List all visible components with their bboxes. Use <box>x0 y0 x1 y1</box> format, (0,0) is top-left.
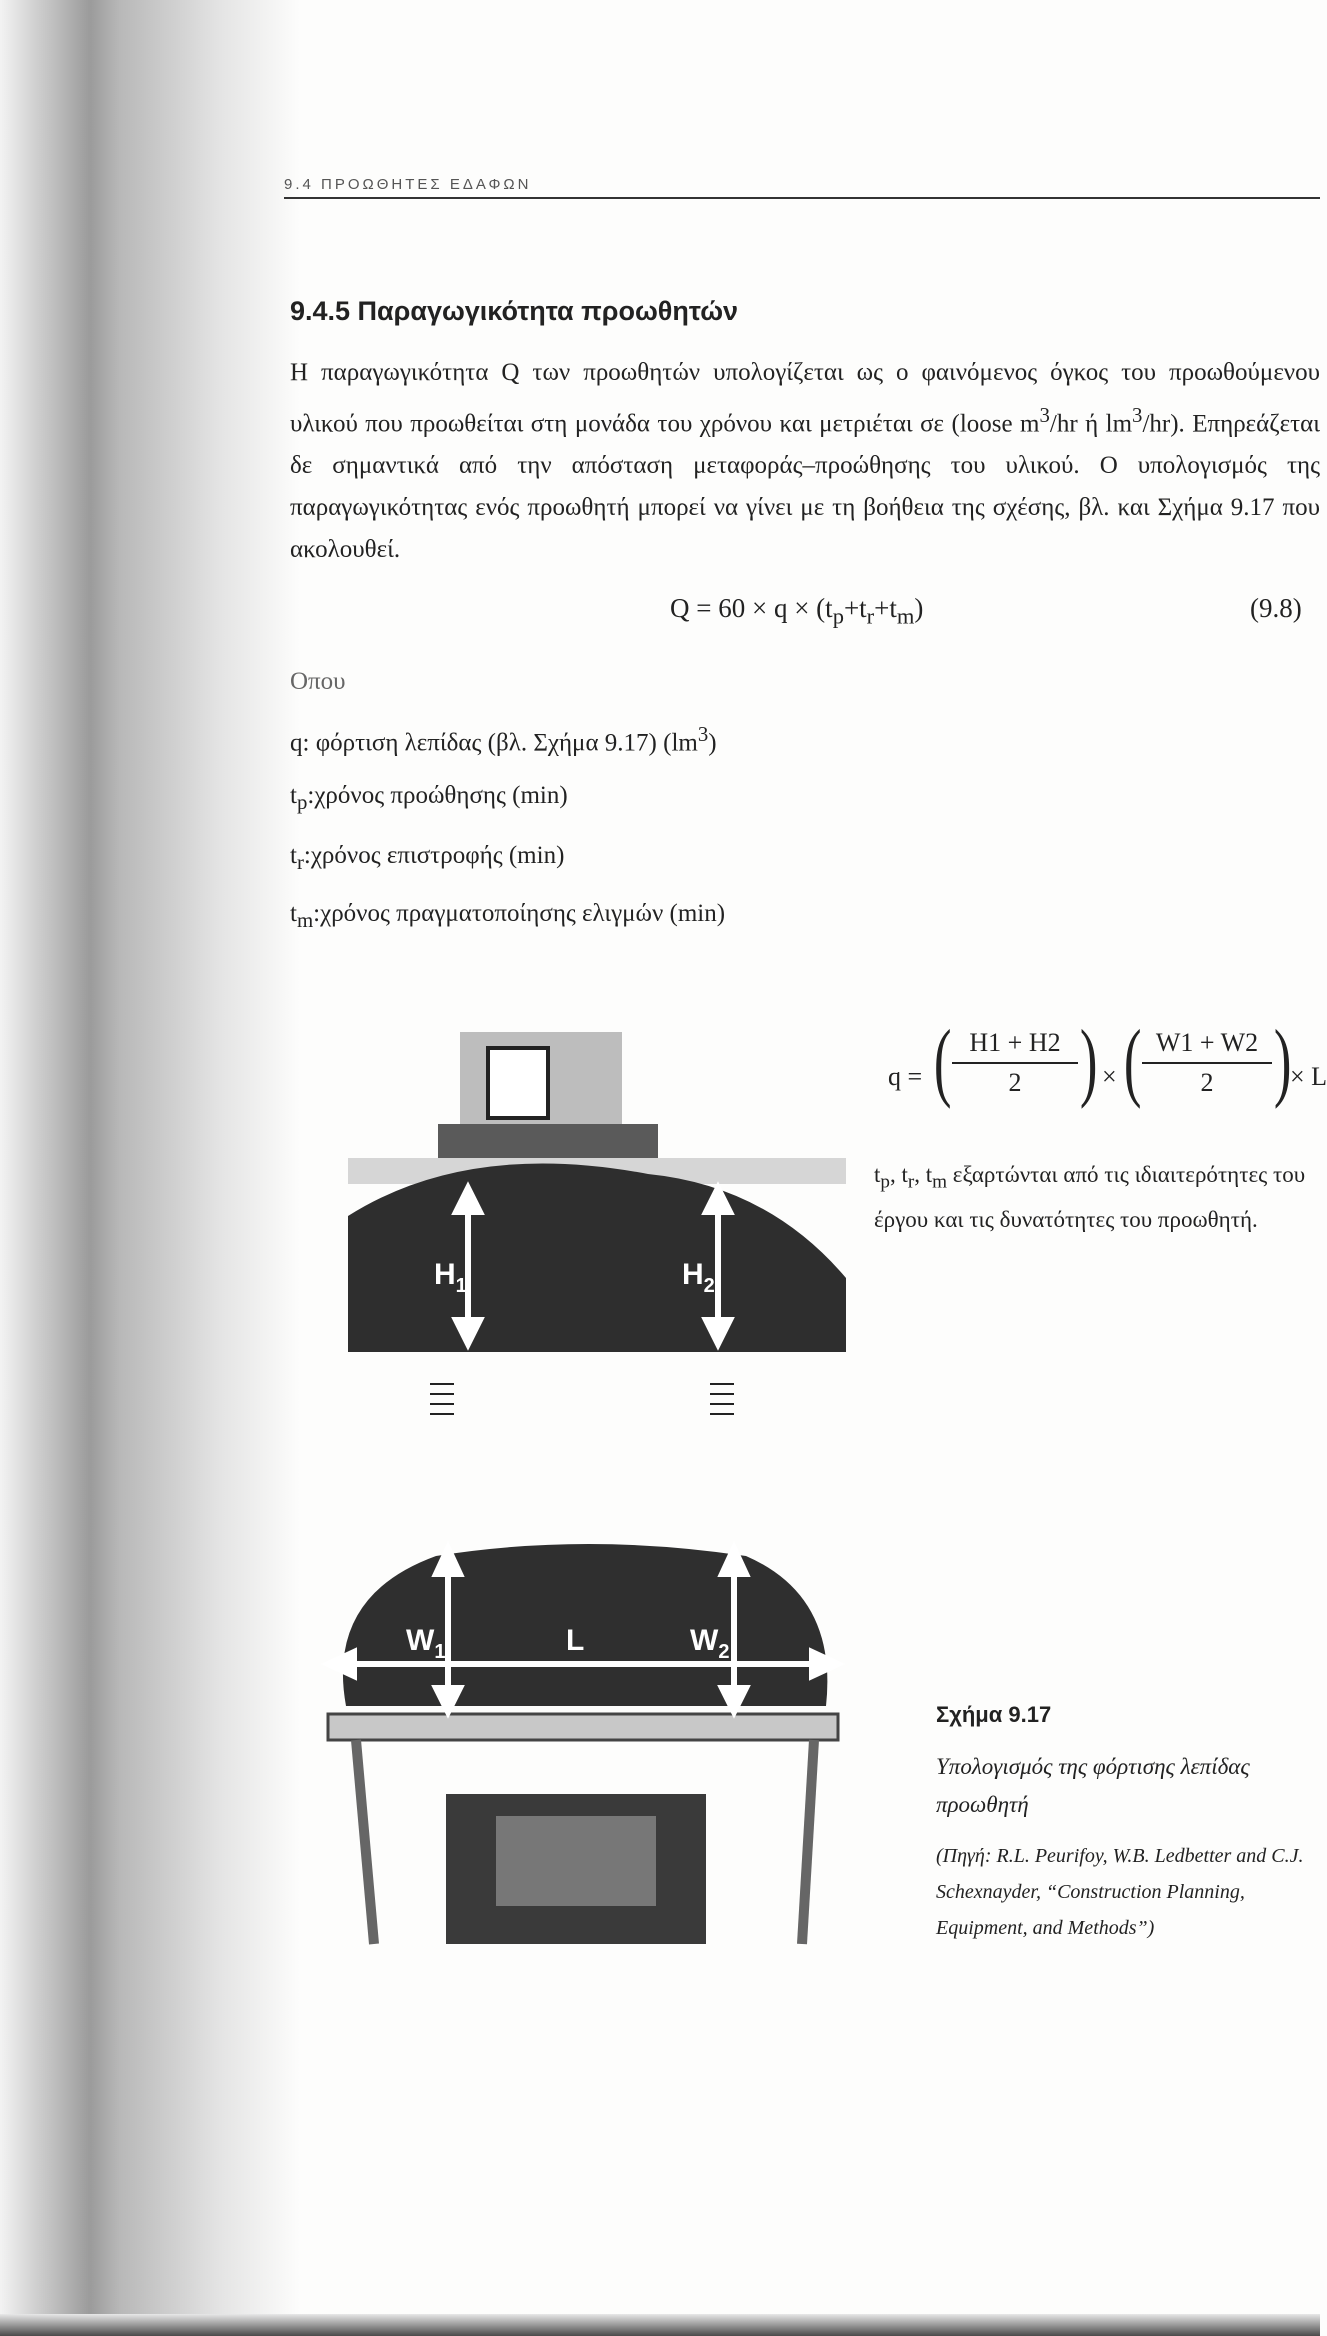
formula-times: × <box>1102 1062 1117 1091</box>
paren-close: ) <box>1079 1013 1098 1110</box>
var-t: t <box>290 842 297 869</box>
separator: , <box>914 1162 926 1187</box>
superscript: 3 <box>1039 403 1050 427</box>
blade-plan-view-figure <box>326 1536 838 1944</box>
figure-caption-title: Σχήμα 9.17 <box>936 1702 1052 1727</box>
formula-lhs: q = <box>888 1062 923 1091</box>
equation-lhs: Q = 60 × q × (t <box>670 593 833 623</box>
paragraph-part-1: Η παραγωγικότητα Q των προωθητών υπολογίζεται ως ο φαινόμενος όγκος του προωθούμενου υλικού που προωθείται στη μονάδα του χρόνου και μετριέται σε (loose m <box>290 359 1320 438</box>
running-head: 9.4 ΠΡΟΩΘΗΤΕΣ ΕΔΑΦΩΝ <box>284 176 532 193</box>
blade-side-view-figure <box>348 1028 846 1352</box>
binding-shadow <box>0 0 300 2336</box>
ground-marks-left <box>428 1380 456 1424</box>
paren-open: ( <box>1123 1013 1142 1110</box>
sub-p: p <box>296 790 308 814</box>
formula-tail: × L <box>1290 1062 1327 1091</box>
time-note <box>874 1156 1314 1238</box>
definition-tp <box>290 782 568 815</box>
page-edge <box>0 2314 1320 2336</box>
equation-number: (9.8) <box>1250 593 1302 623</box>
label-W1: $W_1$ <box>406 1624 446 1663</box>
separator: , <box>889 1162 902 1187</box>
fraction-W <box>1142 1028 1272 1098</box>
label-W2: $W_2$ <box>690 1624 730 1663</box>
equation-plus: +t <box>843 593 867 623</box>
blade-load-formula <box>888 1013 1327 1138</box>
superscript: 3 <box>697 722 709 746</box>
equation-sub-r: r <box>866 603 875 629</box>
paragraph-part-2: /hr ή lm <box>1049 410 1133 438</box>
sub-m: m <box>932 1171 948 1193</box>
definition-q-close: ) <box>708 729 717 757</box>
label-H1: $H_1$ <box>434 1258 467 1297</box>
ground-marks-right <box>708 1380 736 1424</box>
where-label: Οπου <box>290 668 346 695</box>
sub-r: r <box>296 850 304 874</box>
equation-sub-m: m <box>896 603 915 629</box>
var-t: t <box>874 1162 881 1187</box>
cab-window <box>488 1048 548 1118</box>
definition-q <box>290 722 717 757</box>
note-text: εξαρτώνται από τις ιδιαιτερότητες του έργου και τις δυνατότητες του προωθητή. <box>874 1162 1306 1232</box>
definition-tp-text: :χρόνος προώθησης (min) <box>307 782 568 809</box>
fraction-H-denominator: 2 <box>1008 1068 1022 1097</box>
label-H2: $H_2$ <box>682 1258 715 1297</box>
equation-sub-p: p <box>832 603 844 629</box>
equation-close: ) <box>914 593 924 623</box>
figure-caption-source: (Πηγή: R.L. Peurifoy, W.B. Ledbetter and C.J. Schexnayder, “Construction Planning, Equipment, and Methods”) <box>936 1845 1304 1939</box>
figure-caption-text: Υπολογισμός της φόρτισης λεπίδας προωθητή <box>936 1754 1250 1817</box>
definition-q-text: q: φόρτιση λεπίδας (βλ. Σχήμα 9.17) (lm <box>290 729 698 757</box>
definition-tr-text: :χρόνος επιστροφής (min) <box>303 842 565 869</box>
var-t: t <box>290 782 297 809</box>
section-title: 9.4.5 Παραγωγικότητα προωθητών <box>290 296 739 326</box>
sub-m: m <box>296 908 314 932</box>
sub-p: p <box>880 1171 890 1193</box>
fraction-H <box>952 1028 1078 1098</box>
var-t: t <box>925 1162 933 1187</box>
var-t: t <box>901 1162 908 1187</box>
fraction-W-denominator: 2 <box>1200 1068 1214 1097</box>
definition-tm <box>290 900 725 933</box>
paren-close: ) <box>1273 1013 1292 1110</box>
engine-hood <box>496 1816 656 1906</box>
header-rule <box>284 197 1320 199</box>
definition-tm-text: :χρόνος πραγματοποίησης ελιγμών (min) <box>313 900 726 927</box>
fraction-W-numerator: W1 + W2 <box>1142 1028 1272 1064</box>
sub-r: r <box>907 1171 915 1193</box>
superscript: 3 <box>1132 403 1143 427</box>
paragraph-part-3: /hr). Επηρεάζεται δε σημαντικά από την απόσταση μεταφοράς–προώθησης του υλικού. Ο υπολογισμός της παραγωγικότητας ενός προωθητή μπορεί να γίνει με τη βοήθεια της σχέσης, βλ. και Σχήμα 9.17 που ακολουθεί. <box>290 410 1320 564</box>
equation <box>670 593 923 629</box>
blade <box>328 1714 838 1740</box>
var-t: t <box>290 900 297 927</box>
body-paragraph <box>290 352 1320 571</box>
paren-open: ( <box>933 1013 952 1110</box>
fraction-H-numerator: H1 + H2 <box>952 1028 1078 1064</box>
label-L: L <box>566 1624 585 1657</box>
soil-load <box>348 1163 846 1352</box>
equation-plus: +t <box>874 593 897 623</box>
definition-tr <box>290 842 564 875</box>
